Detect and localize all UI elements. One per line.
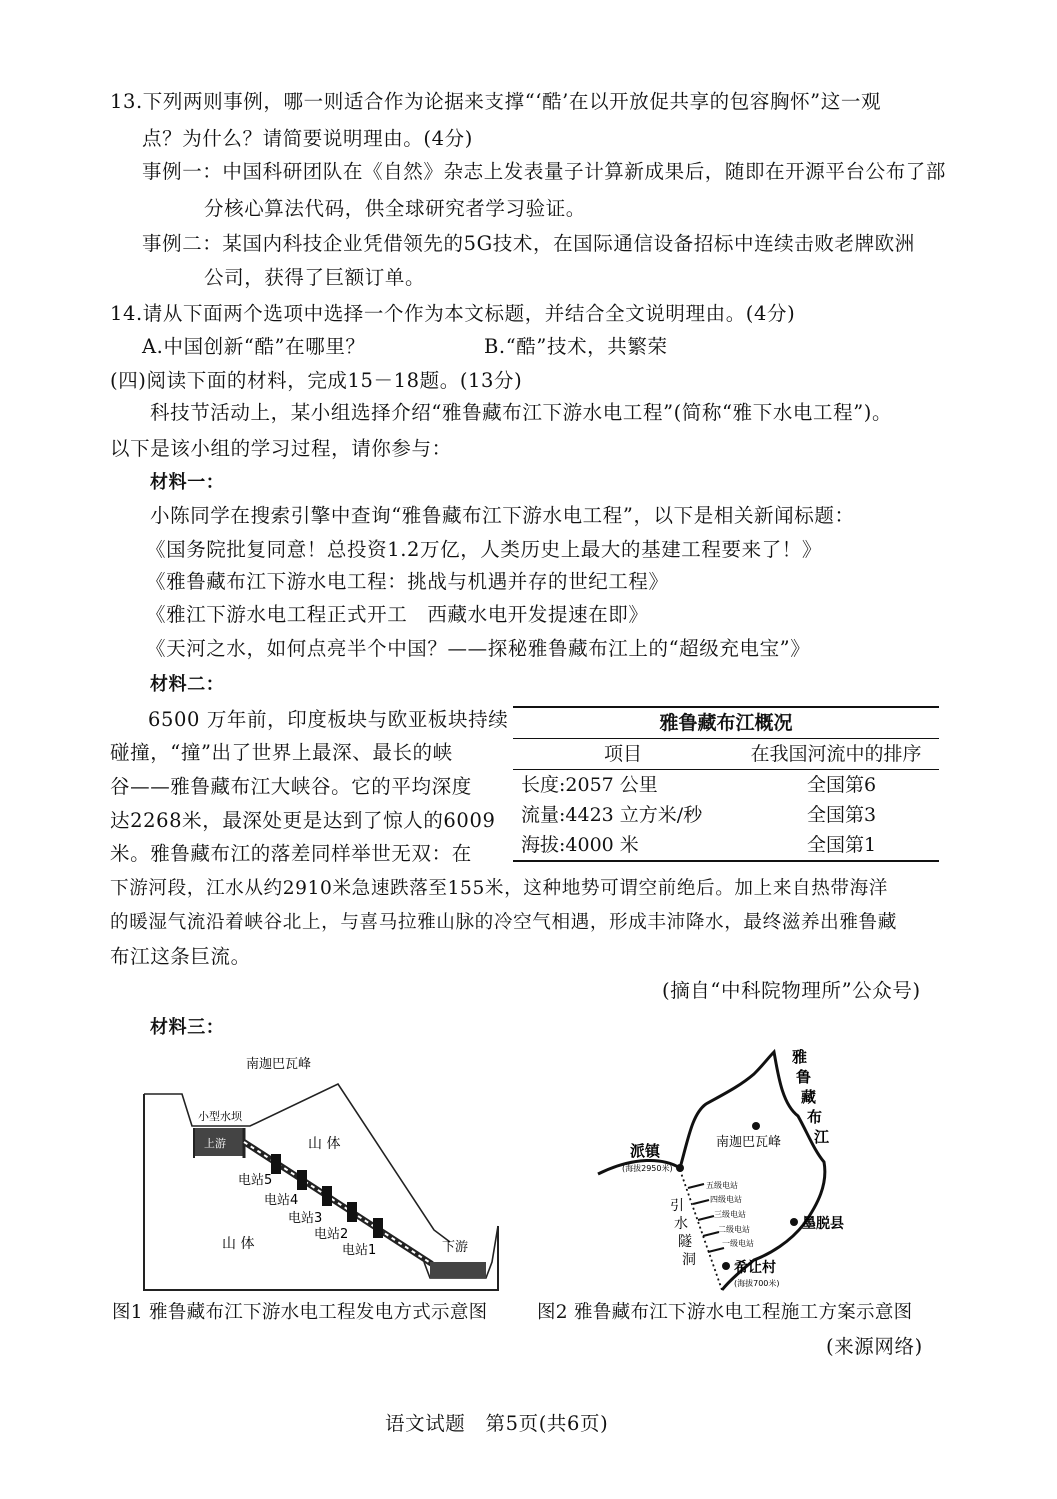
- fig1-station5: 电站5: [238, 1173, 273, 1188]
- river-overview-table: [513, 706, 939, 862]
- fig1-downstream-label: 下游: [442, 1240, 469, 1255]
- fig2-station5: 五级电站: [706, 1181, 738, 1190]
- material2-line3: 谷——雅鲁藏布江大峡谷。它的平均深度: [110, 775, 472, 798]
- table-cell-item: 长度:2057 公里: [521, 774, 658, 796]
- headline-2: 《雅鲁藏布江下游水电工程：挑战与机遇并存的世纪工程》: [146, 570, 669, 593]
- section4-intro1: 科技节活动上，某小组选择介绍“雅鲁藏布江下游水电工程”(简称“雅下水电工程”)。: [150, 401, 893, 424]
- table-cell-item: 海拔:4000 米: [521, 834, 639, 856]
- fig2-river-char: 鲁: [796, 1068, 812, 1086]
- fig2-tunnel-char: 洞: [682, 1252, 696, 1268]
- fig2-river-char: 江: [814, 1128, 830, 1146]
- table-cell-rank: 全国第6: [807, 774, 877, 796]
- fig1-station2: 电站2: [314, 1227, 349, 1242]
- figure2-diagram: [594, 1044, 894, 1294]
- fig2-paizhen-alt: (海拔2950米): [622, 1164, 673, 1173]
- q13-case2-line2: 公司，获得了巨额订单。: [204, 266, 426, 289]
- table-cell-rank: 全国第1: [807, 834, 877, 856]
- table-cell-item: 流量:4423 立方米/秒: [521, 804, 703, 826]
- fig2-motuo-label: 墨脱县: [802, 1216, 844, 1232]
- material1-intro: 小陈同学在搜索引擎中查询“雅鲁藏布江下游水电工程”，以下是相关新闻标题：: [150, 504, 855, 527]
- material2-line4: 达2268米，最深处更是达到了惊人的6009: [110, 809, 496, 832]
- fig2-caption: 图2 雅鲁藏布江下游水电工程施工方案示意图: [537, 1302, 913, 1323]
- fig2-tunnel-char: 引: [670, 1198, 684, 1214]
- q13-case2-line1: 事例二：某国内科技企业凭借领先的5G技术，在国际通信设备招标中连续击败老牌欧洲: [142, 232, 915, 255]
- material2-title: 材料二：: [150, 674, 225, 695]
- material3-source: (来源网络): [826, 1335, 923, 1358]
- table-title: 雅鲁藏布江概况: [659, 712, 793, 734]
- material2-line1: 6500 万年前，印度板块与欧亚板块持续: [148, 708, 509, 731]
- material2-line5: 米。雅鲁藏布江的落差同样举世无双：在: [110, 842, 472, 865]
- fig1-mountain-lower: 山 体: [222, 1236, 255, 1252]
- fig2-peak-label: 南迦巴瓦峰: [716, 1135, 782, 1150]
- fig2-paizhen-label: 派镇: [630, 1142, 661, 1160]
- table-col-rank: 在我国河流中的排序: [750, 743, 922, 765]
- headline-4: 《天河之水，如何点亮半个中国？——探秘雅鲁藏布江上的“超级充电宝”》: [146, 637, 811, 660]
- fig2-station4: 四级电站: [710, 1195, 742, 1204]
- fig1-station1: 电站1: [342, 1243, 377, 1258]
- headline-3: 《雅江下游水电工程正式开工 西藏水电开发提速在即》: [146, 603, 649, 626]
- fig2-tunnel-char: 水: [674, 1216, 688, 1232]
- fig1-upstream-label: 上游: [204, 1137, 226, 1150]
- fig1-mountain-upper: 山 体: [308, 1136, 341, 1152]
- q13-case1-line2: 分核心算法代码，供全球研究者学习验证。: [204, 197, 586, 220]
- page-footer: 语文试题 第5页(共6页): [385, 1412, 609, 1435]
- table-row: [513, 830, 939, 860]
- table-header-row: [513, 738, 939, 769]
- material2-line7: 的暖湿气流沿着峡谷北上，与喜马拉雅山脉的冷空气相遇，形成丰沛降水，最终滋养出雅鲁藏: [110, 912, 897, 933]
- material2-source: (摘自“中科院物理所”公众号): [662, 979, 921, 1002]
- table-col-item: 项目: [603, 743, 642, 765]
- section4-heading: (四)阅读下面的材料，完成15－18题。(13分): [110, 369, 523, 392]
- fig2-station2: 二级电站: [718, 1225, 750, 1234]
- q14-option-b: B.“酷”技术，共繁荣: [484, 335, 668, 358]
- q14-option-a: A.中国创新“酷”在哪里？: [142, 335, 366, 358]
- figure1-diagram: [140, 1042, 510, 1294]
- q13-line2: 点？为什么？请简要说明理由。(4分): [142, 127, 473, 150]
- fig2-river-char: 布: [807, 1108, 823, 1126]
- headline-1: 《国务院批复同意！总投资1.2万亿，人类历史上最大的基建工程要来了！》: [146, 538, 823, 561]
- material1-title: 材料一：: [150, 472, 225, 493]
- q13-line1: 13.下列两则事例，哪一则适合作为论据来支撑“‘酷’在以开放促共享的包容胸怀”这一观: [110, 90, 882, 113]
- material2-line6: 下游河段，江水从约2910米急速跌落至155米，这种地势可谓空前绝后。加上来自热带海洋: [110, 878, 888, 899]
- table-row: [513, 800, 939, 830]
- material2-line2: 碰撞，“撞”出了世界上最深、最长的峡: [110, 741, 453, 764]
- fig2-station1: 一级电站: [722, 1239, 754, 1248]
- fig1-caption: 图1 雅鲁藏布江下游水电工程发电方式示意图: [112, 1302, 488, 1323]
- q14-line1: 14.请从下面两个选项中选择一个作为本文标题，并结合全文说明理由。(4分): [110, 302, 796, 325]
- fig2-xirangcun-label: 希让村: [734, 1260, 776, 1276]
- table-cell-rank: 全国第3: [807, 804, 877, 826]
- material3-title: 材料三：: [150, 1017, 225, 1038]
- fig2-tunnel-char: 隧: [678, 1234, 692, 1250]
- fig1-station3: 电站3: [288, 1211, 323, 1226]
- fig2-xirangcun-alt: (海拔700米): [734, 1279, 780, 1288]
- section4-intro2: 以下是该小组的学习过程，请你参与：: [110, 437, 452, 460]
- fig1-dam-label: 小型水坝: [198, 1110, 242, 1123]
- q13-case1-line1: 事例一：中国科研团队在《自然》杂志上发表量子计算新成果后，随即在开源平台公布了部: [142, 160, 947, 183]
- fig2-river-char: 雅: [792, 1048, 808, 1066]
- fig1-station4: 电站4: [264, 1193, 299, 1208]
- fig2-station3: 三级电站: [714, 1210, 746, 1219]
- material2-line8: 布江这条巨流。: [110, 945, 251, 968]
- table-row: [513, 769, 939, 800]
- fig1-peak-label: 南迦巴瓦峰: [246, 1057, 312, 1072]
- fig2-river-char: 藏: [801, 1088, 817, 1106]
